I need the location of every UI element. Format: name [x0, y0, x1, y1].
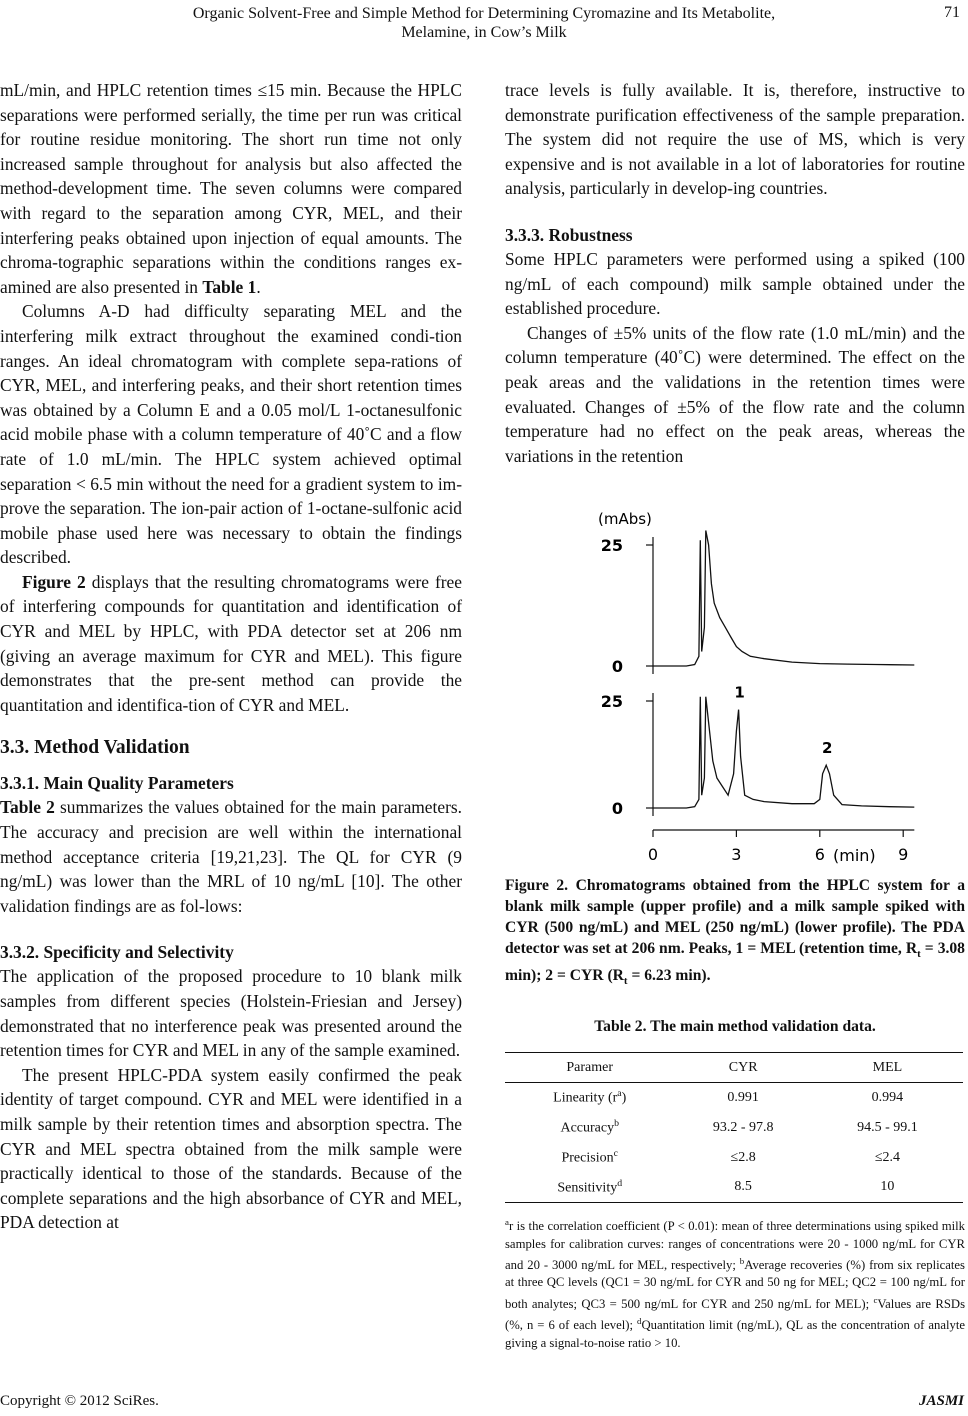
y-tick-label: 25 — [600, 536, 623, 555]
table-row — [505, 1173, 963, 1203]
table-cell: Precision$^c$ — [561, 1148, 618, 1166]
x-tick-label: 6 — [814, 845, 825, 864]
table-cell: ≤2.4 — [874, 1149, 901, 1165]
x-tick-label: 3 — [731, 845, 742, 864]
table-ref: Table 1 — [202, 276, 257, 297]
column-header: CYR — [728, 1059, 758, 1075]
section-heading: 3.3. Method Validation — [0, 737, 190, 759]
paragraph — [0, 570, 462, 718]
chromatogram-figure — [505, 495, 965, 870]
figure-ref: Figure 2 — [22, 571, 86, 592]
left-column — [0, 78, 462, 1235]
paragraph-text: mL/min, and HPLC retention times ≤15 min. Because the HPLC separations were performed serially, the time per run was critical for routine residue monitoring. The short run time not only increased sample throughout for analysis but also affected the method-development time. The seven columns were compared with regard to the separation among CYR, MEL, and their interfering peaks obtained upon injection of equal amounts. The chroma-tographic separations within the conditions ranges ex-amined are also presented in — [0, 80, 462, 297]
y-tick-label: 0 — [611, 799, 623, 818]
column-header: MEL — [872, 1059, 903, 1075]
table-footnotes: $^a$r is the correlation coefficient (P < 0.01): mean of three determinations using spiked milk samples for calibration curves: ranges of concentrations were 20 - 1000 ng/mL for CYR and 20 - 3000 ng/mL for MEL, respectively; $^b$Average recoveries (%) from six replicates at three QC levels (QC1 = 30 ng/mL for CYR and 50 ng for MEL; QC2 = 100 ng/mL for both analytes; QC3 = 500 ng/mL for CYR and 250 ng/mL for MEL); $^c$Values are RSDs (%, n = 6 of each level); $^d$Quantitation limit (ng/mL), QL as the concentration of analyte giving a signal-to-noise ratio > 10. — [505, 1217, 966, 1350]
running-header — [0, 4, 968, 44]
table-row — [505, 1083, 963, 1113]
table-cell: Sensitivity$^d$ — [557, 1177, 623, 1196]
table-title: Table 2. The main method validation data. — [594, 1018, 876, 1035]
column-header: Paramer — [566, 1059, 614, 1075]
paragraph: Some HPLC parameters were performed using a spiked (100 ng/mL of each compound) milk sample obtained under the established procedure. — [505, 248, 965, 319]
right-column — [505, 78, 965, 468]
y-unit-label: (mAbs) — [598, 510, 652, 528]
table-cell: 0.994 — [871, 1089, 904, 1105]
table-row — [505, 1113, 963, 1143]
paragraph: The present HPLC-PDA system easily confirmed the peak identity of target compound. CYR and MEL were identified in a milk sample by their retention times and absorption spectra. The CYR and MEL spectra obtained from the milk sample were practically identical to those of the standards. Because of the complete separations and the high absorbance of CYR and MEL, PDA detection at — [0, 1064, 462, 1233]
validation-table — [505, 1052, 963, 1203]
table-header-row — [505, 1053, 963, 1083]
peak-label: 2 — [821, 739, 833, 758]
table-cell: Accuracy$^b$ — [560, 1118, 619, 1136]
header-title-line2: Melamine, in Cow’s Milk — [401, 24, 567, 41]
paragraph: Changes of ±5% units of the flow rate (1.0 mL/min) and the column temperature (40˚C) were determined. The effect on the peak areas and the validations in the retention times were evaluated. Changes of ±5% of the flow rate and the column temperature had no effect on the peak areas, whereas the variations in the retention — [505, 322, 965, 466]
paragraph-end: . — [256, 276, 261, 297]
journal-name: JASMI — [918, 1393, 964, 1409]
table-cell: 94.5 - 99.1 — [857, 1119, 918, 1135]
x-tick-label: 0 — [647, 845, 659, 864]
table-cell: Linearity $(r^a)$ — [553, 1088, 627, 1107]
chromatogram-plot — [505, 495, 965, 870]
copyright: Copyright © 2012 SciRes. — [0, 1393, 159, 1409]
paragraph — [0, 78, 462, 299]
y-tick-label: 25 — [600, 692, 623, 711]
x-tick-label: 9 — [898, 845, 909, 864]
table-ref: Table 2 — [0, 797, 55, 818]
paragraph-text: summarizes the values obtained for the main parameters. The accuracy and precision are well within the international method acceptance criteria [19,21,23]. The QL for CYR (9 ng/mL) was lower than the MRL of 10 ng/mL [10]. The other validation findings are as fol-lows: — [0, 797, 462, 916]
paragraph: The application of the proposed procedure to 10 blank milk samples from different species (Holstein-Friesian and Jersey) demonstrated that no interference peak was presented around the retention times for CYR and MEL in any of the sample examined. — [0, 966, 462, 1061]
chromatogram-trace — [653, 697, 914, 808]
peak-label: 1 — [734, 683, 745, 702]
table-cell: 8.5 — [734, 1179, 752, 1195]
paragraph-text: displays that the resulting chromatograms were free of interfering compounds for quantitation and identification of CYR and MEL by HPLC, with PDA detector set at 206 nm (giving an average maximum for CYR and MEL). This figure demonstrates that the pre-sent method can provide the quantitation and identifica-tion of CYR and MEL. — [0, 571, 462, 715]
x-unit-label: (min) — [833, 846, 876, 865]
table-cell: ≤2.8 — [730, 1149, 756, 1165]
chromatogram-trace — [653, 531, 914, 667]
table-cell: 10 — [880, 1179, 895, 1195]
page-number: 71 — [944, 4, 960, 21]
table-cell: 93.2 - 97.8 — [712, 1119, 774, 1135]
paragraph: Columns A-D had difficulty separating MEL and the interfering milk extract throughout the examined condi-tion ranges. An ideal chromatogram with complete sepa-rations of CYR, MEL, and interfering peaks, and their short retention times was obtained by a Column E and a 0.05 mol/L 1-octanesulfonic acid mobile phase with a column temperature of 40˚C and a flow rate of 1.0 mL/min. The HPLC system achieved optimal separation < 6.5 min without the need for a gradient system to im-prove the separation. The ion-pair action of 1-octane-sulfonic acid mobile phase used here was necessary to obtain the findings described. — [0, 301, 462, 568]
subsection-heading: 3.3.3. Robustness — [505, 224, 633, 245]
header-title-line1: Organic Solvent-Free and Simple Method for Determining Cyromazine and Its Metabolite, — [192, 5, 776, 22]
y-tick-label: 0 — [611, 657, 623, 676]
subsection-heading: 3.3.1. Main Quality Parameters — [0, 773, 234, 794]
paragraph — [0, 795, 462, 918]
table-row — [505, 1143, 963, 1173]
paragraph: trace levels is fully available. It is, therefore, instructive to demonstrate purification effectiveness of the sample preparation. The system did not require the use of MS, which is very expensive and is not available in a lot of laboratories for routine analysis, particularly in develop-ing countries. — [505, 80, 965, 199]
figure-caption: Figure 2. Chromatograms obtained from the HPLC system for a blank milk sample (upper profile) and a milk sample spiked with CYR (500 ng/mL) and MEL (250 ng/mL) (lower profile). The PDA detector was set at 206 nm. Peaks, 1 = MEL (retention time, $R_t = 3.08$ min); 2 = CYR ($R_t = 6.23$ min). — [505, 877, 965, 988]
table-cell: 0.991 — [727, 1089, 759, 1105]
subsection-heading: 3.3.2. Specificity and Selectivity — [0, 942, 234, 963]
